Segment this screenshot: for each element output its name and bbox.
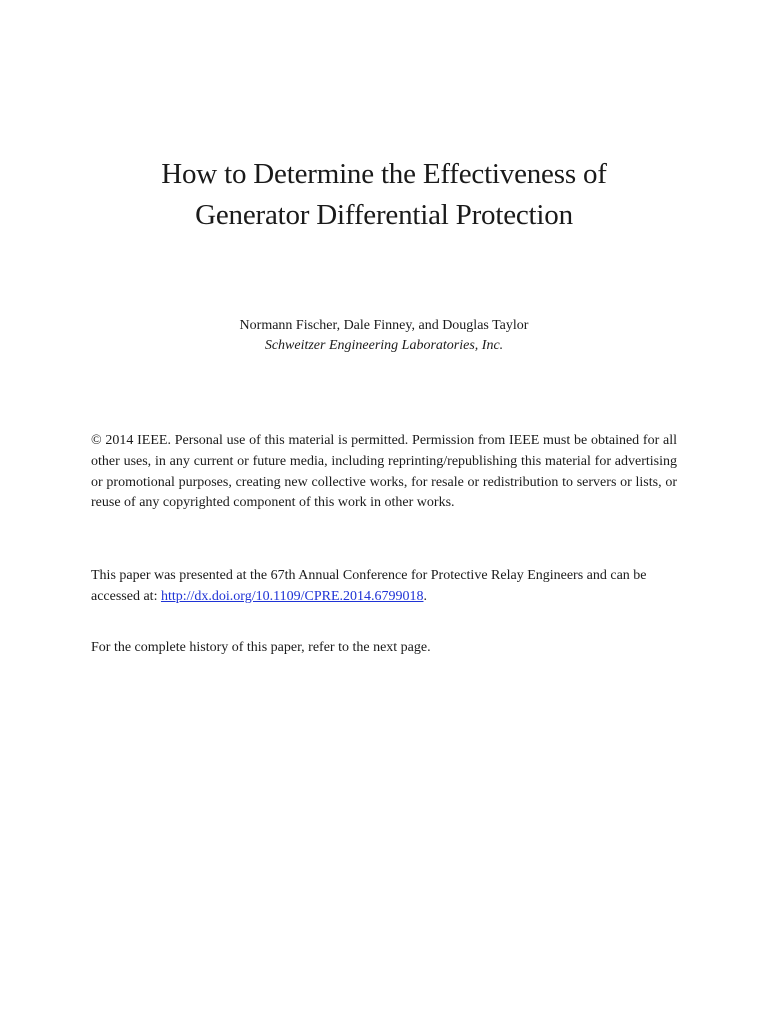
paper-title [0,154,768,236]
title-line-1: How to Determine the Effectiveness of [161,158,607,190]
affiliation: Schweitzer Engineering Laboratories, Inc. [264,338,504,353]
title-line-2: Generator Differential Protection [195,199,573,231]
presentation-end: . [423,588,427,604]
authors: Normann Fischer, Dale Finney, and Douglas Taylor [239,318,529,333]
presentation-note [91,566,677,608]
copyright-notice: © 2014 IEEE. Personal use of this material is permitted. Permission from IEEE must be obtained for all other uses, in any current or future media, including reprinting/republishing this material for advertising or promotional purposes, creating new collective works, for resale or redistribution to servers or lists, or reuse of any copyrighted component of this work in other works. [91,433,677,511]
presentation-text: This paper was presented at the 67th Annual Conference for Protective Relay Engineers and can be accessed at: [91,568,647,604]
history-note: For the complete history of this paper, refer to the next page. [91,640,431,655]
doi-link[interactable]: http://dx.doi.org/10.1109/CPRE.2014.6799018 [160,588,424,604]
